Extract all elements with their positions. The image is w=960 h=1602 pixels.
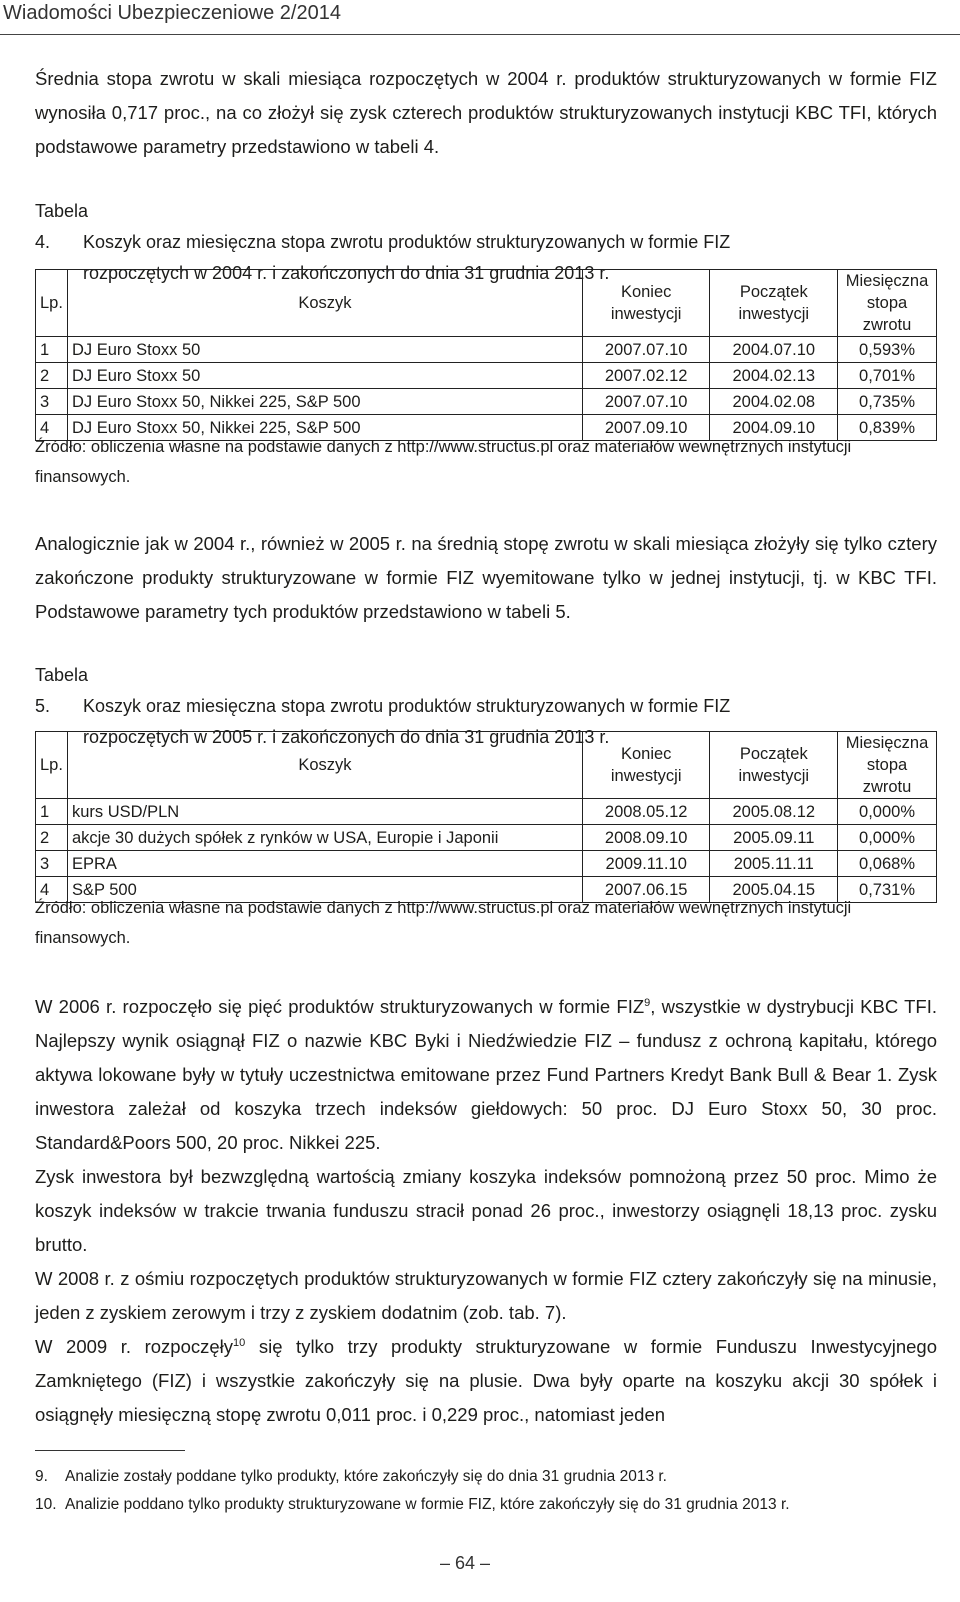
- cell-start: 2005.08.12: [710, 799, 838, 825]
- footnote-9-number: 9.: [35, 1468, 48, 1485]
- col-end: Koniec inwestycji: [582, 270, 710, 337]
- table5-header-row: [36, 732, 937, 799]
- table-row: [36, 851, 937, 877]
- cell-start: 2004.02.08: [710, 389, 838, 415]
- footnote-ref-9: 9: [644, 996, 651, 1009]
- cell-lp: 1: [36, 337, 68, 363]
- body-paragraph-1: [35, 990, 937, 1160]
- table4-header-row: [36, 270, 937, 337]
- col-start: Początek inwestycji: [710, 732, 838, 799]
- body-paragraph-3: W 2008 r. z ośmiu rozpoczętych produktów strukturyzowanych w formie FIZ cztery zakończyły się na minusie, jeden z zyskiem zerowym i trzy z zyskiem dodatnim (zob. tab. 7).: [35, 1268, 937, 1323]
- footnote-9: [35, 1466, 667, 1488]
- cell-basket: DJ Euro Stoxx 50: [67, 337, 582, 363]
- footnote-divider: [35, 1450, 185, 1451]
- table4-label: Tabela 4.: [35, 201, 89, 252]
- cell-lp: 1: [36, 799, 68, 825]
- cell-rate: 0,731%: [838, 877, 937, 903]
- cell-start: 2004.09.10: [710, 415, 838, 441]
- cell-basket: kurs USD/PLN: [67, 799, 582, 825]
- col-rate: Miesięczna stopa zwrotu: [838, 270, 937, 337]
- col-rate: Miesięczna stopa zwrotu: [838, 732, 937, 799]
- intro-paragraph: Średnia stopa zwrotu w skali miesiąca rozpoczętych w 2004 r. produktów strukturyzowanych w formie FIZ wynosiła 0,717 proc., na co złożył się zysk czterech produktów strukturyzowanych instytucji KBC TFI, których podstawowe parametry przedstawiono w tabeli 4.: [35, 68, 937, 157]
- table5: [35, 731, 937, 903]
- cell-rate: 0,701%: [838, 363, 937, 389]
- table-row: [36, 799, 937, 825]
- cell-lp: 2: [36, 825, 68, 851]
- body-p4-start: W 2009 r. rozpoczęły: [35, 1336, 234, 1357]
- table5-label: Tabela 5.: [35, 665, 89, 716]
- table4-title-line2: rozpoczętych w 2004 r. i zakończonych do dnia 31 grudnia 2013 r.: [83, 263, 610, 283]
- table4: [35, 269, 937, 441]
- body-p4-rest: się tylko trzy produkty strukturyzowane w formie Funduszu Inwestycyjnego Zamkniętego (FIZ) i wszystkie zakończyły się na plusie. Dwa były oparte na koszyku akcji 30 spółek i osiągnęły miesięczną stopę zwrotu 0,011 proc. i 0,229 proc., natomiast jeden: [35, 1336, 937, 1425]
- cell-rate: 0,839%: [838, 415, 937, 441]
- footnote-ref-10: 10: [233, 1336, 246, 1349]
- cell-end: 2009.11.10: [582, 851, 710, 877]
- journal-title: Wiadomości Ubezpieczeniowe 2/2014: [3, 2, 341, 24]
- table4-source: Źródło: obliczenia własne na podstawie danych z http://www.structus.pl oraz materiałów wewnętrznych instytucji finansowych.: [35, 438, 852, 486]
- cell-rate: 0,735%: [838, 389, 937, 415]
- cell-end: 2007.09.10: [582, 415, 710, 441]
- cell-end: 2008.09.10: [582, 825, 710, 851]
- cell-rate: 0,593%: [838, 337, 937, 363]
- col-basket: Koszyk: [67, 270, 582, 337]
- running-header: [0, 0, 960, 35]
- cell-start: 2004.02.13: [710, 363, 838, 389]
- footnote-9-text: Analizie zostały poddane tylko produkty, które zakończyły się do dnia 31 grudnia 2013 r.: [65, 1468, 667, 1485]
- col-start: Początek inwestycji: [710, 270, 838, 337]
- cell-start: 2005.09.11: [710, 825, 838, 851]
- cell-basket: akcje 30 dużych spółek z rynków w USA, Europie i Japonii: [67, 825, 582, 851]
- body-paragraph-2: Zysk inwestora był bezwzględną wartością zmiany koszyka indeksów pomnożoną przez 50 proc. Mimo że koszyk indeksów w trakcie trwania funduszu stracił ponad 26 proc., inwestorzy osiągnęli 18,13 proc. zysku brutto.: [35, 1166, 937, 1255]
- footnote-10: [35, 1494, 790, 1516]
- middle-paragraph: Analogicznie jak w 2004 r., również w 2005 r. na średnią stopę zwrotu w skali miesiąca złożyły się tylko cztery zakończone produkty strukturyzowane w formie FIZ wyemitowane tylko w jednej instytucji, tj. w KBC TFI. Podstawowe parametry tych produktów przedstawiono w tabeli 5.: [35, 533, 937, 622]
- table-row: [36, 825, 937, 851]
- cell-lp: 2: [36, 363, 68, 389]
- table5-title-line1: Koszyk oraz miesięczna stopa zwrotu produktów strukturyzowanych w formie FIZ: [83, 696, 731, 716]
- cell-basket: DJ Euro Stoxx 50, Nikkei 225, S&P 500: [67, 415, 582, 441]
- cell-start: 2005.04.15: [710, 877, 838, 903]
- cell-lp: 3: [36, 851, 68, 877]
- cell-basket: S&P 500: [67, 877, 582, 903]
- table-row: [36, 363, 937, 389]
- col-lp: Lp.: [36, 732, 68, 799]
- cell-start: 2005.11.11: [710, 851, 838, 877]
- table5-source: Źródło: obliczenia własne na podstawie danych z http://www.structus.pl oraz materiałów wewnętrznych instytucji finansowych.: [35, 899, 852, 947]
- cell-basket: DJ Euro Stoxx 50, Nikkei 225, S&P 500: [67, 389, 582, 415]
- cell-rate: 0,000%: [838, 799, 937, 825]
- cell-end: 2007.06.15: [582, 877, 710, 903]
- table5-title-line2: rozpoczętych w 2005 r. i zakończonych do dnia 31 grudnia 2013 r.: [83, 727, 610, 747]
- cell-end: 2007.02.12: [582, 363, 710, 389]
- cell-basket: EPRA: [67, 851, 582, 877]
- body-p1-rest: , wszystkie w dystrybucji KBC TFI. Najlepszy wynik osiągnął FIZ o nazwie KBC Byki i Niedźwiedzie FIZ – fundusz z ochroną kapitału, którego aktywa lokowane były w tytuły uczestnictwa emitowane przez Fund Partners Kredyt Bank Bull & Bear 1. Zysk inwestora zależał od koszyka trzech indeksów giełdowych: 50 proc. DJ Euro Stoxx 50, 30 proc. Standard&Poors 500, 20 proc. Nikkei 225.: [35, 996, 937, 1153]
- table-row: [36, 337, 937, 363]
- table4-title-line1: Koszyk oraz miesięczna stopa zwrotu produktów strukturyzowanych w formie FIZ: [83, 232, 731, 252]
- footnote-10-text: Analizie poddano tylko produkty strukturyzowane w formie FIZ, które zakończyły się do 31 grudnia 2013 r.: [65, 1496, 790, 1513]
- cell-lp: 4: [36, 415, 68, 441]
- cell-lp: 3: [36, 389, 68, 415]
- cell-start: 2004.07.10: [710, 337, 838, 363]
- col-end: Koniec inwestycji: [582, 732, 710, 799]
- cell-end: 2007.07.10: [582, 389, 710, 415]
- body-paragraph-4: [35, 1330, 937, 1432]
- body-p1-start: W 2006 r. rozpoczęło się pięć produktów strukturyzowanych w formie FIZ: [35, 996, 645, 1017]
- page-number: – 64 –: [440, 1553, 491, 1573]
- cell-lp: 4: [36, 877, 68, 903]
- col-basket: Koszyk: [67, 732, 582, 799]
- cell-end: 2008.05.12: [582, 799, 710, 825]
- cell-rate: 0,000%: [838, 825, 937, 851]
- cell-basket: DJ Euro Stoxx 50: [67, 363, 582, 389]
- cell-end: 2007.07.10: [582, 337, 710, 363]
- footnote-10-number: 10.: [35, 1496, 57, 1513]
- cell-rate: 0,068%: [838, 851, 937, 877]
- table-row: [36, 389, 937, 415]
- col-lp: Lp.: [36, 270, 68, 337]
